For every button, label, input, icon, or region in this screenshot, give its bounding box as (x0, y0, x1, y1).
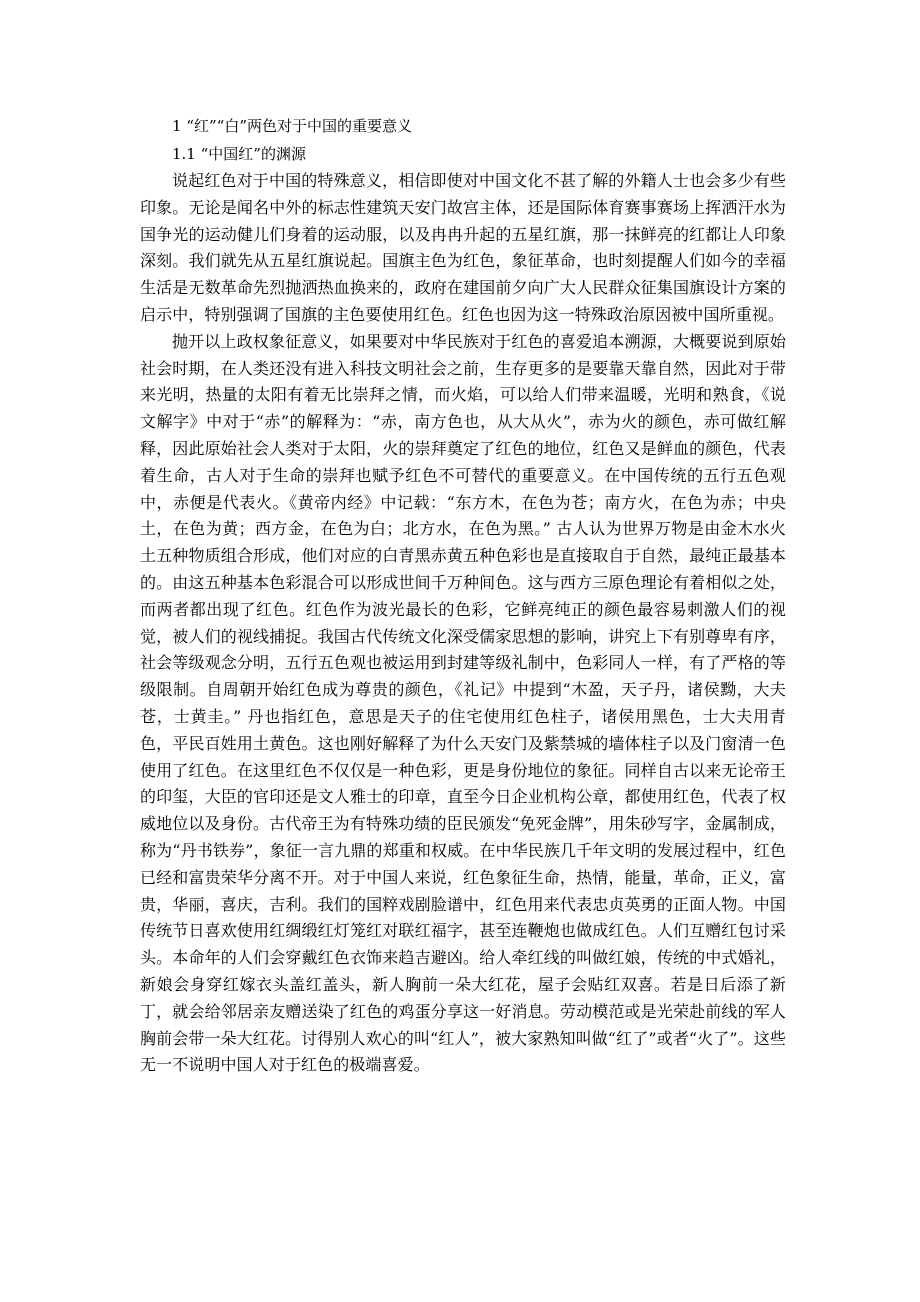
paragraph-2: 抛开以上政权象征意义，如果要对中华民族对于红色的喜爱追本溯源，大概要说到原始社会时期，在人类还没有进入科技文明社会之前，生存更多的是要靠天靠自然，因此对于带来光明，热量的太阳有着无比崇拜之情，而火焰，可以给人们带来温暖，光明和熟食，《说文解字》中对于“赤”的解释为：“赤，南方色也，从大从火”，赤为火的颜色，赤可做红解释，因此原始社会人类对于太阳，火的崇拜奠定了红色的地位，红色又是鲜血的颜色，代表着生命，古人对于生命的崇拜也赋予红色不可替代的重要意义。在中国传统的五行五色观中，赤便是代表火。《黄帝内经》中记载：“东方木，在色为苍；南方火，在色为赤；中央土，在色为黄；西方金，在色为白；北方水，在色为黑。” 古人认为世界万物是由金木水火土五种物质组合形成，他们对应的白青黑赤黄五种色彩也是直接取自于自然，最纯正最基本的。由这五种基本色彩混合可以形成世间千万种间色。这与西方三原色理论有着相似之处，而两者都出现了红色。红色作为波光最长的色彩，它鲜亮纯正的颜色最容易刺激人们的视觉，被人们的视线捕捉。我国古代传统文化深受儒家思想的影响，讲究上下有别尊卑有序，社会等级观念分明，五行五色观也被运用到封建等级礼制中，色彩同人一样，有了严格的等级限制。自周朝开始红色成为尊贵的颜色，《礼记》中提到“木盈，天子丹，诸侯黝，大夫苍，士黄圭。” 丹也指红色，意思是天子的住宅使用红色柱子，诸侯用黑色，士大夫用青色，平民百姓用土黄色。这也刚好解释了为什么天安门及紫禁城的墙体柱子以及门窗清一色使用了红色。在这里红色不仅仅是一种色彩，更是身份地位的象征。同样自古以来无论帝王的印玺，大臣的官印还是文人雅士的印章，直至今日企业机构公章，都使用红色，代表了权威地位以及身份。古代帝王为有特殊功绩的臣民颁发“免死金牌”，用朱砂写字，金属制成，称为“丹书铁券”，象征一言九鼎的郑重和权威。在中华民族几千年文明的发展过程中，红色已经和富贵荣华分离不开。对于中国人来说，红色象征生命，热情，能量，革命，正义，富贵，华丽，喜庆，吉利。我们的国粹戏剧脸谱中，红色用来代表忠贞英勇的正面人物。中国传统节日喜欢使用红绸缎红灯笼红对联红福字，甚至连鞭炮也做成红色。人们互赠红包讨采头。本命年的人们会穿戴红色衣饰来趋吉避凶。给人牵红线的叫做红娘，传统的中式婚礼，新娘会身穿红嫁衣头盖红盖头，新人胸前一朵大红花，屋子会贴红双喜。若是日后添了新丁，就会给邻居亲友赠送染了红色的鸡蛋分享这一好消息。劳动模范或是光荣赴前线的军人胸前会带一朵大红花。讨得别人欢心的叫“红人”，被大家熟知叫做“红了”或者“火了”。这些无一不说明中国人对于红色的极端喜爱。 (140, 331, 786, 1075)
paragraph-1: 说起红色对于中国的特殊意义，相信即使对中国文化不甚了解的外籍人士也会多少有些印象。无论是闻名中外的标志性建筑天安门故宫主体，还是国际体育赛事赛场上挥洒汗水为国争光的运动健儿们身着的运动服，以及冉冉升起的五星红旗，那一抹鲜亮的红都让人印象深刻。我们就先从五星红旗说起。国旗主色为红色，象征革命，也时刻提醒人们如今的幸福生活是无数革命先烈抛洒热血换来的，政府在建国前夕向广大人民群众征集国旗设计方案的启示中，特别强调了国旗的主色要使用红色。红色也因为这一特殊政治原因被中国所重视。 (140, 171, 786, 324)
document-page (140, 112, 786, 1079)
section-heading: 1 “红”“白”两色对于中国的重要意义 (172, 117, 412, 135)
subsection-heading: 1.1 “中国红”的渊源 (172, 145, 306, 163)
